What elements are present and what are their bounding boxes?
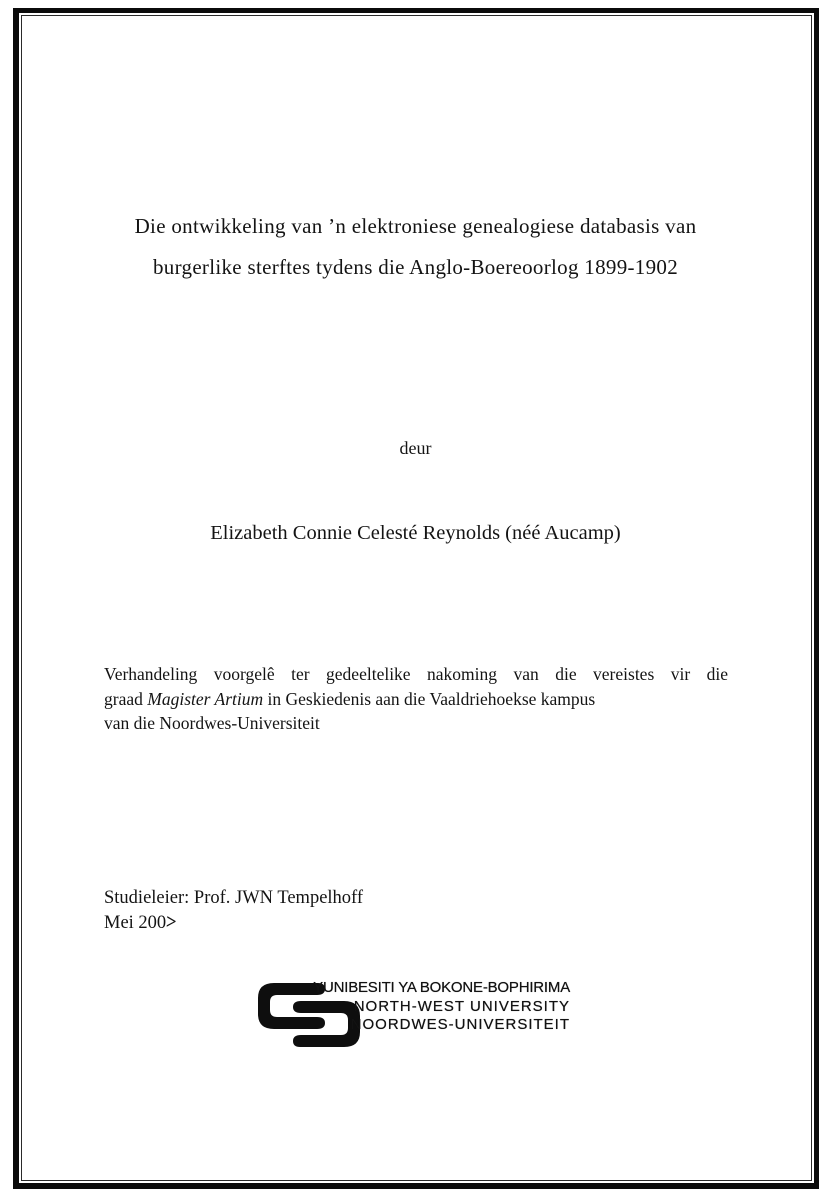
- supervisor-block: [104, 886, 604, 935]
- statement-line2-pre: graad: [104, 688, 148, 709]
- degree-name: Magister Artium: [147, 688, 264, 709]
- logo-line-english: NORTH-WEST UNIVERSITY: [353, 997, 570, 1015]
- date-seven-glyph: >: [165, 910, 178, 934]
- logo-line-setswana: YUNIBESITI YA BOKONE-BOPHIRIMA: [313, 979, 570, 996]
- byline: deur: [399, 438, 432, 458]
- thesis-title-line1: Die ontwikkeling van ’n elektroniese genealogiese databasis van: [134, 214, 697, 238]
- thesis-title: [60, 206, 771, 288]
- statement-line1: Verhandeling voorgelê ter gedeeltelike nakoming van die vereistes vir die: [104, 664, 728, 684]
- statement-line2: [104, 687, 728, 712]
- submission-statement: [104, 662, 728, 736]
- author-name: Elizabeth Connie Celesté Reynolds (néé Aucamp): [210, 522, 621, 544]
- university-logo-text: [290, 979, 570, 1035]
- statement-line2-post: in Geskiedenis aan die Vaaldriehoekse kampus: [263, 688, 596, 709]
- logo-line-afrikaans: NOORDWES-UNIVERSITEIT: [350, 1016, 570, 1033]
- supervisor-line: Studieleier: Prof. JWN Tempelhoff: [104, 888, 364, 908]
- date-line: [104, 911, 604, 936]
- statement-line3: van die Noordwes-Universiteit: [104, 713, 320, 733]
- date-text: Mei 200: [104, 912, 167, 933]
- thesis-title-line2: burgerlike sterftes tydens die Anglo-Boereoorlog 1899-1902: [153, 255, 678, 279]
